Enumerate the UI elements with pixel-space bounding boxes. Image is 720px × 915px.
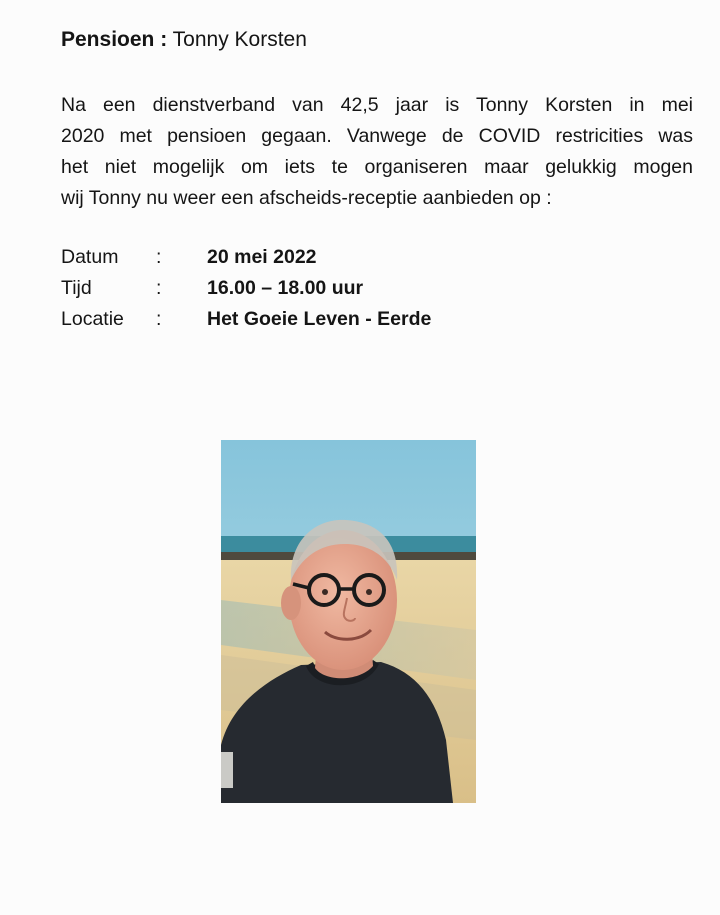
detail-value-date: 20 mei 2022: [207, 246, 317, 268]
intro-line: Na een dienstverband van 42,5 jaar is Tonny Korsten in mei: [61, 94, 693, 116]
detail-value-location: Het Goeie Leven - Eerde: [207, 308, 432, 330]
intro-line: wij Tonny nu weer een afscheids-receptie aanbieden op :: [61, 187, 552, 209]
page-title: [61, 26, 307, 54]
detail-label: Datum: [61, 246, 119, 268]
intro-line: het niet mogelijk om iets te organiseren maar gelukkig mogen: [61, 156, 693, 178]
title-name: Tonny Korsten: [172, 28, 307, 51]
detail-label: Locatie: [61, 308, 124, 330]
detail-value-time: 16.00 – 18.00 uur: [207, 277, 364, 299]
detail-separator: :: [156, 308, 162, 330]
portrait-image: [221, 440, 476, 803]
detail-label: Tijd: [61, 277, 92, 299]
detail-separator: :: [156, 246, 162, 268]
intro-line: 2020 met pensioen gegaan. Vanwege de COVID restricities was: [61, 125, 693, 147]
intro-paragraph: [61, 90, 693, 214]
portrait-photo: [221, 440, 476, 803]
title-label: Pensioen :: [61, 28, 168, 51]
detail-separator: :: [156, 277, 162, 299]
